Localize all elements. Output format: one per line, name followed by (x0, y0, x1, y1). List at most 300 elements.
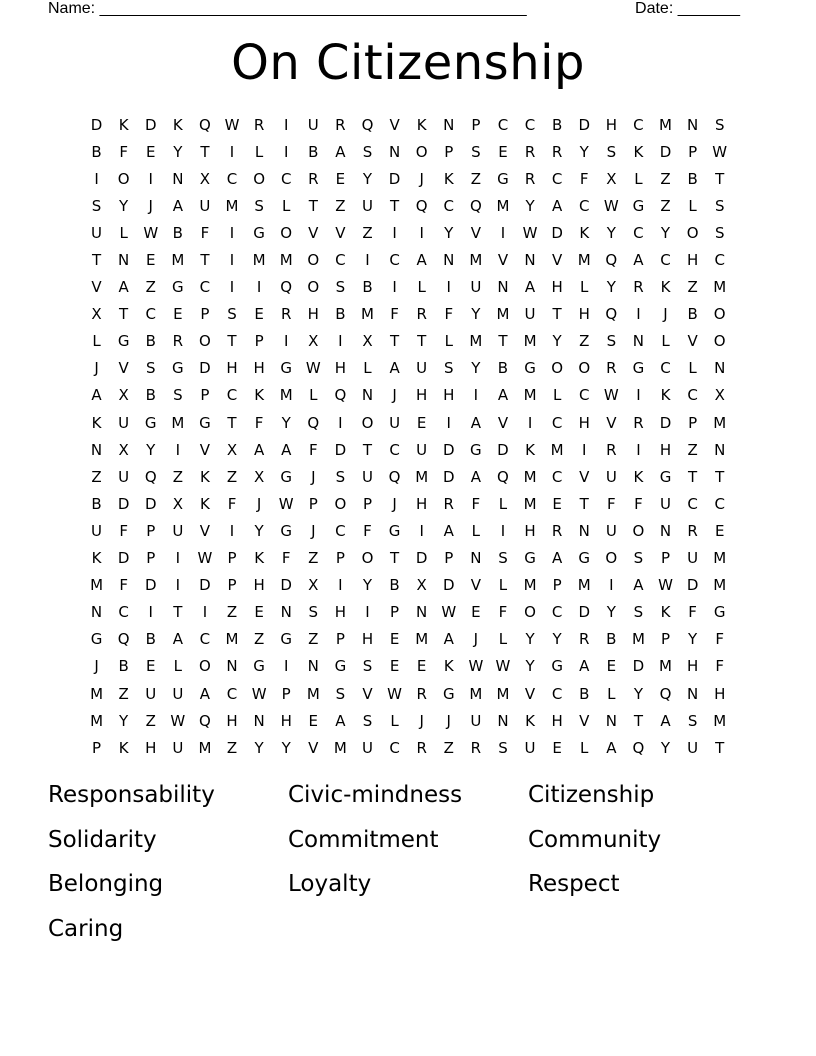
grid-cell[interactable]: T (119, 305, 129, 324)
grid-cell[interactable]: V (308, 738, 319, 757)
grid-cell[interactable]: V (199, 521, 211, 540)
grid-cell[interactable]: Q (117, 630, 130, 649)
grid-cell[interactable]: Z (579, 332, 590, 351)
grid-cell[interactable]: Y (525, 630, 535, 649)
grid-cell[interactable]: A (253, 440, 265, 459)
grid-cell[interactable]: B (389, 576, 400, 595)
grid-cell[interactable]: O (361, 549, 374, 568)
grid-cell[interactable]: T (173, 603, 183, 622)
grid-cell[interactable]: O (361, 413, 374, 432)
grid-cell[interactable]: V (552, 251, 563, 270)
grid-cell[interactable]: E (416, 413, 427, 432)
grid-cell[interactable]: A (335, 711, 346, 730)
grid-cell[interactable]: W (468, 657, 484, 676)
grid-cell[interactable]: J (392, 494, 397, 513)
grid-cell[interactable]: Q (334, 386, 347, 405)
grid-cell[interactable]: C (497, 115, 509, 134)
grid-cell[interactable]: W (143, 223, 159, 242)
grid-cell[interactable]: N (388, 142, 401, 161)
grid-cell[interactable]: M (496, 196, 510, 215)
grid-cell[interactable]: A (335, 142, 346, 161)
grid-cell[interactable]: W (170, 711, 186, 730)
grid-cell[interactable]: K (172, 115, 183, 134)
grid-cell[interactable]: S (444, 359, 454, 378)
grid-cell[interactable]: H (551, 278, 563, 297)
grid-cell[interactable]: S (714, 196, 725, 215)
grid-cell[interactable]: P (146, 521, 156, 540)
grid-cell[interactable]: W (441, 603, 457, 622)
grid-cell[interactable]: G (253, 223, 265, 242)
grid-cell[interactable]: C (714, 251, 725, 270)
grid-cell[interactable]: I (338, 576, 343, 595)
grid-cell[interactable]: D (632, 657, 645, 676)
grid-cell[interactable]: U (172, 684, 184, 703)
grid-cell[interactable]: L (661, 332, 670, 351)
grid-cell[interactable]: S (498, 549, 508, 568)
grid-cell[interactable]: Q (361, 115, 374, 134)
grid-cell[interactable]: Y (173, 142, 183, 161)
grid-cell[interactable]: M (713, 278, 727, 297)
grid-cell[interactable]: D (659, 142, 672, 161)
grid-cell[interactable]: O (307, 251, 320, 270)
grid-cell[interactable]: N (361, 386, 374, 405)
grid-cell[interactable]: P (335, 630, 345, 649)
grid-cell[interactable]: D (117, 549, 130, 568)
grid-cell[interactable]: S (498, 738, 508, 757)
grid-cell[interactable]: F (607, 494, 616, 513)
grid-cell[interactable]: U (605, 467, 617, 486)
grid-cell[interactable]: B (118, 657, 129, 676)
grid-cell[interactable]: H (578, 413, 590, 432)
grid-cell[interactable]: M (225, 630, 239, 649)
grid-cell[interactable]: C (524, 115, 536, 134)
grid-cell[interactable]: W (495, 657, 511, 676)
grid-cell[interactable]: H (253, 359, 265, 378)
grid-cell[interactable]: G (280, 467, 293, 486)
grid-cell[interactable]: I (446, 278, 451, 297)
grid-cell[interactable]: I (283, 142, 289, 161)
grid-cell[interactable]: E (714, 521, 725, 540)
grid-cell[interactable]: P (471, 115, 481, 134)
grid-cell[interactable]: L (309, 386, 318, 405)
grid-cell[interactable]: J (311, 521, 316, 540)
grid-cell[interactable]: X (253, 467, 265, 486)
grid-cell[interactable]: F (390, 305, 399, 324)
grid-cell[interactable]: C (389, 738, 400, 757)
grid-cell[interactable]: P (335, 549, 345, 568)
grid-cell[interactable]: D (334, 440, 347, 459)
grid-cell[interactable]: Y (471, 305, 481, 324)
grid-cell[interactable]: A (497, 386, 509, 405)
grid-cell[interactable]: O (578, 359, 591, 378)
grid-cell[interactable]: R (579, 630, 590, 649)
grid-cell[interactable]: Z (226, 467, 238, 486)
grid-cell[interactable]: L (471, 521, 481, 540)
grid-cell[interactable]: V (389, 115, 400, 134)
grid-cell[interactable]: G (280, 630, 293, 649)
grid-cell[interactable]: C (443, 196, 454, 215)
grid-cell[interactable]: A (443, 630, 454, 649)
grid-cell[interactable]: M (523, 332, 537, 351)
grid-cell[interactable]: G (90, 630, 103, 649)
grid-cell[interactable]: D (388, 169, 401, 188)
grid-cell[interactable]: K (660, 278, 671, 297)
grid-cell[interactable]: Y (579, 142, 589, 161)
grid-cell[interactable]: M (577, 251, 591, 270)
grid-cell[interactable]: F (498, 603, 508, 622)
grid-cell[interactable]: N (470, 549, 482, 568)
grid-cell[interactable]: L (498, 494, 508, 513)
grid-cell[interactable]: J (392, 386, 397, 405)
grid-cell[interactable]: C (199, 630, 211, 649)
grid-cell[interactable]: I (419, 223, 424, 242)
grid-cell[interactable]: A (552, 196, 563, 215)
grid-cell[interactable]: U (307, 115, 319, 134)
grid-cell[interactable]: V (199, 440, 211, 459)
grid-cell[interactable]: Q (469, 196, 482, 215)
grid-cell[interactable]: Y (362, 169, 373, 188)
grid-cell[interactable]: I (609, 576, 614, 595)
grid-cell[interactable]: B (362, 278, 373, 297)
grid-cell[interactable]: I (148, 169, 153, 188)
grid-cell[interactable]: C (551, 413, 563, 432)
grid-cell[interactable]: I (175, 576, 181, 595)
grid-cell[interactable]: F (227, 494, 237, 513)
grid-cell[interactable]: Z (687, 278, 698, 297)
grid-cell[interactable]: M (333, 738, 347, 757)
grid-cell[interactable]: T (389, 196, 400, 215)
grid-cell[interactable]: U (199, 196, 211, 215)
grid-cell[interactable]: D (280, 576, 292, 595)
grid-cell[interactable]: R (524, 169, 536, 188)
grid-cell[interactable]: M (90, 711, 104, 730)
grid-cell[interactable]: F (715, 630, 725, 649)
grid-cell[interactable]: Y (525, 657, 535, 676)
grid-cell[interactable]: V (470, 223, 481, 242)
grid-cell[interactable]: T (200, 251, 210, 270)
grid-cell[interactable]: X (714, 386, 725, 405)
grid-cell[interactable]: R (172, 332, 184, 351)
grid-cell[interactable]: G (713, 603, 726, 622)
grid-cell[interactable]: Q (632, 738, 645, 757)
grid-cell[interactable]: H (686, 251, 699, 270)
grid-cell[interactable]: C (280, 169, 292, 188)
grid-cell[interactable]: S (714, 115, 725, 134)
grid-cell[interactable]: A (199, 684, 211, 703)
grid-cell[interactable]: D (199, 359, 211, 378)
grid-cell[interactable]: I (582, 440, 587, 459)
grid-cell[interactable]: Q (307, 413, 320, 432)
grid-cell[interactable]: P (227, 576, 237, 595)
grid-cell[interactable]: H (686, 657, 699, 676)
grid-cell[interactable]: O (199, 332, 211, 351)
grid-cell[interactable]: R (470, 738, 482, 757)
grid-cell[interactable]: M (713, 413, 727, 432)
grid-cell[interactable]: C (660, 251, 671, 270)
grid-cell[interactable]: W (603, 386, 619, 405)
grid-cell[interactable]: I (94, 169, 99, 188)
grid-cell[interactable]: U (361, 467, 373, 486)
grid-cell[interactable]: W (251, 684, 267, 703)
grid-cell[interactable]: Z (145, 278, 156, 297)
grid-cell[interactable]: Q (605, 305, 618, 324)
grid-cell[interactable]: G (280, 359, 293, 378)
grid-cell[interactable]: Q (199, 711, 211, 730)
grid-cell[interactable]: K (118, 738, 129, 757)
grid-cell[interactable]: V (91, 278, 102, 297)
grid-cell[interactable]: T (389, 332, 400, 351)
grid-cell[interactable]: L (607, 684, 616, 703)
grid-cell[interactable]: I (175, 440, 181, 459)
grid-cell[interactable]: N (443, 115, 455, 134)
grid-cell[interactable]: K (118, 115, 129, 134)
grid-cell[interactable]: L (254, 142, 264, 161)
grid-cell[interactable]: P (308, 494, 318, 513)
grid-cell[interactable]: P (254, 332, 264, 351)
grid-cell[interactable]: H (524, 521, 536, 540)
grid-cell[interactable]: N (632, 332, 645, 351)
grid-cell[interactable]: C (714, 494, 725, 513)
grid-cell[interactable]: I (202, 603, 208, 622)
grid-cell[interactable]: R (253, 115, 265, 134)
grid-cell[interactable]: Y (444, 223, 454, 242)
grid-cell[interactable]: M (469, 251, 483, 270)
grid-cell[interactable]: B (687, 305, 698, 324)
grid-cell[interactable]: V (687, 332, 698, 351)
grid-cell[interactable]: Z (226, 738, 238, 757)
grid-cell[interactable]: I (636, 305, 641, 324)
grid-cell[interactable]: K (443, 657, 454, 676)
grid-cell[interactable]: U (361, 196, 373, 215)
grid-cell[interactable]: G (659, 467, 672, 486)
grid-cell[interactable]: R (551, 142, 563, 161)
grid-cell[interactable]: R (606, 359, 617, 378)
grid-cell[interactable]: P (444, 142, 454, 161)
grid-cell[interactable]: G (280, 521, 293, 540)
grid-cell[interactable]: A (172, 196, 183, 215)
grid-cell[interactable]: C (389, 251, 400, 270)
grid-cell[interactable]: D (415, 549, 428, 568)
grid-cell[interactable]: L (552, 386, 562, 405)
grid-cell[interactable]: R (443, 494, 454, 513)
grid-cell[interactable]: O (632, 521, 645, 540)
grid-cell[interactable]: N (659, 521, 672, 540)
grid-cell[interactable]: X (362, 332, 373, 351)
grid-cell[interactable]: D (578, 603, 591, 622)
grid-cell[interactable]: N (280, 603, 292, 622)
grid-cell[interactable]: N (443, 251, 455, 270)
grid-cell[interactable]: Z (335, 196, 346, 215)
grid-cell[interactable]: M (225, 196, 239, 215)
grid-cell[interactable]: N (90, 603, 103, 622)
grid-cell[interactable]: N (578, 521, 590, 540)
grid-cell[interactable]: N (714, 359, 726, 378)
grid-cell[interactable]: G (388, 521, 401, 540)
grid-cell[interactable]: E (254, 603, 264, 622)
grid-cell[interactable]: G (470, 440, 482, 459)
grid-cell[interactable]: I (283, 115, 289, 134)
grid-cell[interactable]: I (283, 332, 289, 351)
grid-cell[interactable]: F (254, 413, 264, 432)
grid-cell[interactable]: T (227, 332, 237, 351)
grid-cell[interactable]: I (392, 278, 397, 297)
grid-cell[interactable]: S (335, 684, 346, 703)
grid-cell[interactable]: M (577, 576, 591, 595)
grid-cell[interactable]: Q (415, 196, 428, 215)
grid-cell[interactable]: B (497, 359, 509, 378)
grid-cell[interactable]: D (497, 440, 509, 459)
grid-cell[interactable]: Y (660, 738, 671, 757)
grid-cell[interactable]: D (90, 115, 103, 134)
grid-cell[interactable]: I (283, 657, 289, 676)
grid-cell[interactable]: C (145, 305, 156, 324)
grid-cell[interactable]: C (687, 494, 698, 513)
grid-cell[interactable]: R (687, 521, 698, 540)
grid-cell[interactable]: T (715, 467, 725, 486)
grid-cell[interactable]: R (416, 738, 427, 757)
grid-cell[interactable]: S (633, 549, 644, 568)
grid-cell[interactable]: E (145, 251, 156, 270)
grid-cell[interactable]: Y (119, 711, 129, 730)
grid-cell[interactable]: B (91, 494, 102, 513)
grid-cell[interactable]: C (660, 359, 671, 378)
grid-cell[interactable]: K (200, 494, 210, 513)
grid-cell[interactable]: F (281, 549, 291, 568)
grid-cell[interactable]: I (636, 440, 641, 459)
grid-cell[interactable]: P (688, 413, 698, 432)
grid-cell[interactable]: L (390, 711, 399, 730)
grid-cell[interactable]: E (254, 305, 264, 324)
grid-cell[interactable]: Y (362, 576, 373, 595)
grid-cell[interactable]: Z (308, 630, 319, 649)
grid-cell[interactable]: J (94, 657, 99, 676)
grid-cell[interactable]: A (470, 413, 481, 432)
grid-cell[interactable]: S (687, 711, 698, 730)
grid-cell[interactable]: G (578, 549, 591, 568)
grid-cell[interactable]: Q (280, 278, 293, 297)
grid-cell[interactable]: F (363, 521, 372, 540)
grid-cell[interactable]: O (307, 278, 320, 297)
grid-cell[interactable]: B (579, 684, 590, 703)
grid-cell[interactable]: T (308, 196, 318, 215)
grid-cell[interactable]: F (119, 142, 128, 161)
grid-cell[interactable]: P (390, 603, 400, 622)
date-field[interactable]: Date: _______ (635, 0, 740, 17)
grid-cell[interactable]: N (686, 684, 699, 703)
grid-cell[interactable]: Y (552, 630, 562, 649)
grid-cell[interactable]: Z (660, 169, 671, 188)
grid-cell[interactable]: G (117, 332, 130, 351)
grid-cell[interactable]: D (578, 115, 591, 134)
grid-cell[interactable]: J (419, 711, 424, 730)
grid-cell[interactable]: R (280, 305, 292, 324)
grid-cell[interactable]: D (144, 115, 157, 134)
grid-cell[interactable]: A (443, 521, 454, 540)
grid-cell[interactable]: I (229, 278, 235, 297)
grid-cell[interactable]: I (527, 413, 533, 432)
grid-cell[interactable]: J (663, 305, 668, 324)
grid-cell[interactable]: H (578, 305, 590, 324)
grid-cell[interactable]: F (200, 223, 210, 242)
grid-cell[interactable]: K (254, 386, 265, 405)
grid-cell[interactable]: B (335, 305, 346, 324)
grid-cell[interactable]: W (224, 115, 240, 134)
grid-cell[interactable]: D (442, 467, 455, 486)
grid-cell[interactable]: C (551, 603, 563, 622)
grid-cell[interactable]: A (524, 278, 536, 297)
grid-cell[interactable]: P (281, 684, 291, 703)
grid-cell[interactable]: F (308, 440, 318, 459)
grid-cell[interactable]: K (525, 711, 535, 730)
grid-cell[interactable]: C (551, 169, 563, 188)
grid-cell[interactable]: U (118, 413, 130, 432)
grid-cell[interactable]: Z (91, 467, 102, 486)
grid-cell[interactable]: Q (497, 467, 509, 486)
grid-cell[interactable]: O (334, 494, 347, 513)
grid-cell[interactable]: M (659, 115, 672, 134)
grid-cell[interactable]: N (497, 278, 509, 297)
grid-cell[interactable]: B (551, 115, 563, 134)
grid-cell[interactable]: U (524, 738, 536, 757)
grid-cell[interactable]: U (91, 223, 103, 242)
grid-cell[interactable]: I (256, 278, 262, 297)
grid-cell[interactable]: A (633, 576, 644, 595)
grid-cell[interactable]: N (714, 440, 726, 459)
grid-cell[interactable]: U (524, 305, 536, 324)
grid-cell[interactable]: A (633, 251, 644, 270)
grid-cell[interactable]: M (171, 251, 185, 270)
grid-cell[interactable]: O (551, 359, 564, 378)
grid-cell[interactable]: H (307, 305, 319, 324)
grid-cell[interactable]: W (278, 494, 294, 513)
grid-cell[interactable]: S (362, 657, 373, 676)
grid-cell[interactable]: J (311, 467, 316, 486)
grid-cell[interactable]: L (688, 359, 697, 378)
grid-cell[interactable]: M (306, 684, 320, 703)
grid-cell[interactable]: Z (660, 196, 671, 215)
grid-cell[interactable]: T (579, 494, 589, 513)
grid-cell[interactable]: O (713, 305, 726, 324)
grid-cell[interactable]: M (523, 467, 537, 486)
grid-cell[interactable]: T (688, 467, 698, 486)
grid-cell[interactable]: L (498, 630, 508, 649)
grid-cell[interactable]: B (606, 630, 617, 649)
grid-cell[interactable]: T (362, 440, 373, 459)
grid-cell[interactable]: Z (145, 711, 156, 730)
grid-cell[interactable]: M (198, 738, 212, 757)
grid-cell[interactable]: W (305, 359, 321, 378)
grid-cell[interactable]: L (119, 223, 128, 242)
grid-cell[interactable]: G (144, 413, 157, 432)
grid-cell[interactable]: U (470, 278, 482, 297)
grid-cell[interactable]: P (444, 549, 454, 568)
grid-cell[interactable]: T (417, 332, 427, 351)
grid-cell[interactable]: C (335, 521, 346, 540)
grid-cell[interactable]: U (91, 521, 103, 540)
grid-cell[interactable]: J (148, 196, 153, 215)
grid-cell[interactable]: O (524, 603, 536, 622)
grid-cell[interactable]: G (172, 359, 184, 378)
grid-cell[interactable]: Y (660, 223, 671, 242)
grid-cell[interactable]: L (173, 657, 182, 676)
grid-cell[interactable]: D (442, 576, 455, 595)
grid-cell[interactable]: I (229, 521, 235, 540)
grid-cell[interactable]: X (118, 440, 129, 459)
grid-cell[interactable]: C (578, 386, 590, 405)
grid-cell[interactable]: B (172, 223, 183, 242)
grid-cell[interactable]: W (387, 684, 402, 703)
grid-cell[interactable]: I (446, 413, 451, 432)
